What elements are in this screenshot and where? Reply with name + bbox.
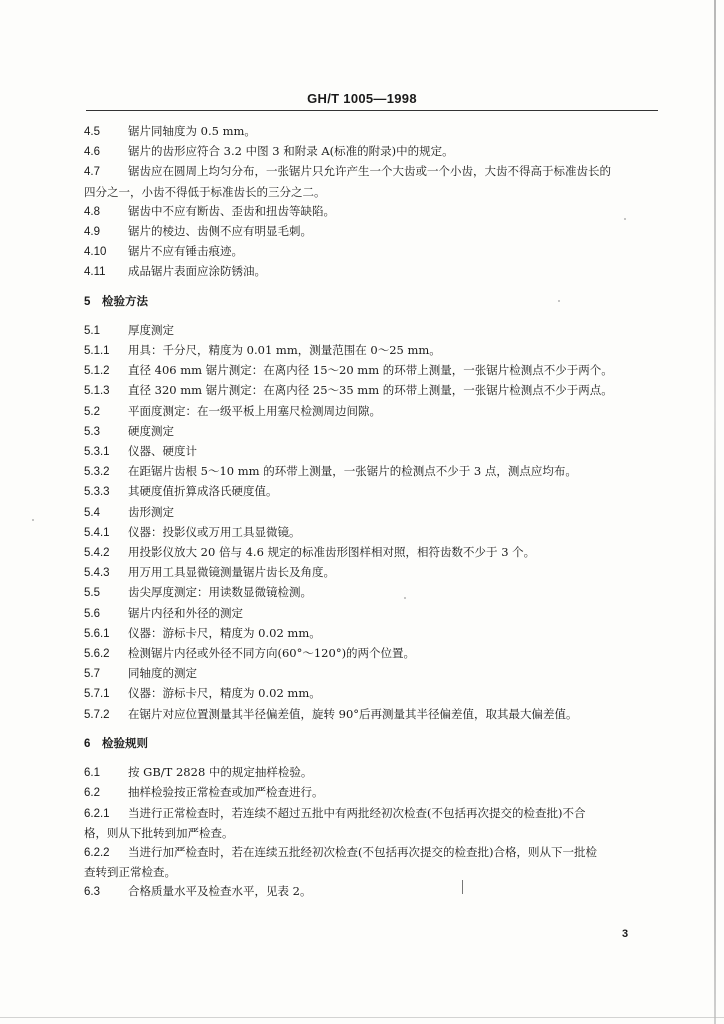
scan-speck (558, 300, 560, 302)
section-6-heading: 6 检验规则 (84, 735, 148, 750)
clause-5-4-1: 5.4.1 仪器：投影仪或万用工具显微镜。 (84, 524, 301, 539)
scan-edge-right (714, 0, 716, 1024)
clause-4-7-continued: 四分之一，小齿不得低于标准齿长的三分之二。 (84, 184, 326, 199)
standard-code-header: GH/T 1005—1998 (307, 91, 417, 106)
clause-5-1-1: 5.1.1 用具：千分尺，精度为 0.01 mm，测量范围在 0～25 mm。 (84, 343, 441, 358)
scan-mark (462, 880, 463, 894)
clause-6-2-1-continued: 格，则从下批转到加严检查。 (84, 825, 234, 840)
clause-4-11: 4.11 成品锯片表面应涂防锈油。 (84, 264, 266, 279)
clause-5-7: 5.7 同轴度的测定 (84, 666, 197, 681)
clause-5-4-2: 5.4.2 用投影仪放大 20 倍与 4.6 规定的标准齿形图样相对照，相符齿数不少于 3 个。 (84, 545, 536, 560)
header-rule (86, 110, 658, 111)
scan-speck (624, 218, 626, 220)
clause-5-1-2: 5.1.2 直径 406 mm 锯片测定：在离内径 15～20 mm 的环带上测量，一张锯片检测点不少于两个。 (84, 363, 613, 378)
scan-speck (404, 597, 406, 599)
clause-5-3-2: 5.3.2 在距锯片齿根 5～10 mm 的环带上测量，一张锯片的检测点不少于 3 点，测点应均布。 (84, 464, 577, 479)
clause-6-2-2-continued: 查转到正常检查。 (84, 865, 176, 880)
clause-5-4-3: 5.4.3 用万用工具显微镜测量锯片齿长及角度。 (84, 565, 335, 580)
clause-5-6: 5.6 锯片内径和外径的测定 (84, 605, 243, 620)
clause-5-3-1: 5.3.1 仪器、硬度计 (84, 444, 197, 459)
clause-5-7-1: 5.7.1 仪器：游标卡尺，精度为 0.02 mm。 (84, 686, 321, 701)
section-6-clauses (84, 763, 650, 902)
clause-5-1-3: 5.1.3 直径 320 mm 锯片测定：在离内径 25～35 mm 的环带上测量，一张锯片检测点不少于两点。 (84, 383, 613, 398)
clause-4-6: 4.6 锯片的齿形应符合 3.2 中图 3 和附录 A(标准的附录)中的规定。 (84, 144, 454, 159)
clause-5-2: 5.2 平面度测定：在一级平板上用塞尺检测周边间隙。 (84, 403, 381, 418)
clause-5-4: 5.4 齿形测定 (84, 504, 174, 519)
clause-5-7-2: 5.7.2 在锯片对应位置测量其半径偏差值，旋转 90°后再测量其半径偏差值，取其最大偏差值。 (84, 706, 578, 721)
clause-5-3: 5.3 硬度测定 (84, 423, 174, 438)
clause-4-9: 4.9 锯片的棱边、齿侧不应有明显毛刺。 (84, 224, 312, 239)
clause-4-8: 4.8 锯齿中不应有断齿、歪齿和扭齿等缺陷。 (84, 203, 335, 218)
clause-5-5: 5.5 齿尖厚度测定：用读数显微镜检测。 (84, 585, 312, 600)
clause-6-3: 6.3 合格质量水平及检查水平，见表 2。 (84, 884, 312, 899)
clause-4-5: 4.5 锯片同轴度为 0.5 mm。 (84, 124, 256, 138)
clause-5-1: 5.1 厚度测定 (84, 322, 174, 337)
clause-6-1: 6.1 按 GB/T 2828 中的规定抽样检验。 (84, 765, 313, 780)
scan-speck (32, 519, 34, 521)
clause-5-3-3: 5.3.3 其硬度值折算成洛氏硬度值。 (84, 484, 278, 499)
clause-5-6-2: 5.6.2 检测锯片内径或外径不同方向(60°～120°)的两个位置。 (84, 646, 416, 661)
section-5-clauses (84, 321, 650, 725)
clause-6-2-1: 6.2.1 当进行正常检查时，若连续不超过五批中有两批经初次检查(不包括再次提交的检查批)不合 (84, 805, 586, 820)
scan-edge-bottom (0, 1017, 724, 1018)
section-5-heading: 5 检验方法 (84, 293, 148, 308)
clause-4-10: 4.10 锯片不应有锤击痕迹。 (84, 244, 243, 259)
page-number: 3 (622, 928, 629, 940)
clause-4-7: 4.7 锯齿应在圆周上均匀分布，一张锯片只允许产生一个大齿或一个小齿，大齿不得高于标准齿长的 (84, 164, 611, 179)
clause-5-6-1: 5.6.1 仪器：游标卡尺，精度为 0.02 mm。 (84, 625, 321, 640)
clause-6-2-2: 6.2.2 当进行加严检查时，若在连续五批经初次检查(不包括再次提交的检查批)合格，则从下一批检 (84, 844, 597, 859)
clause-6-2: 6.2 抽样检验按正常检查或加严检查进行。 (84, 785, 324, 800)
document-body (84, 122, 650, 903)
